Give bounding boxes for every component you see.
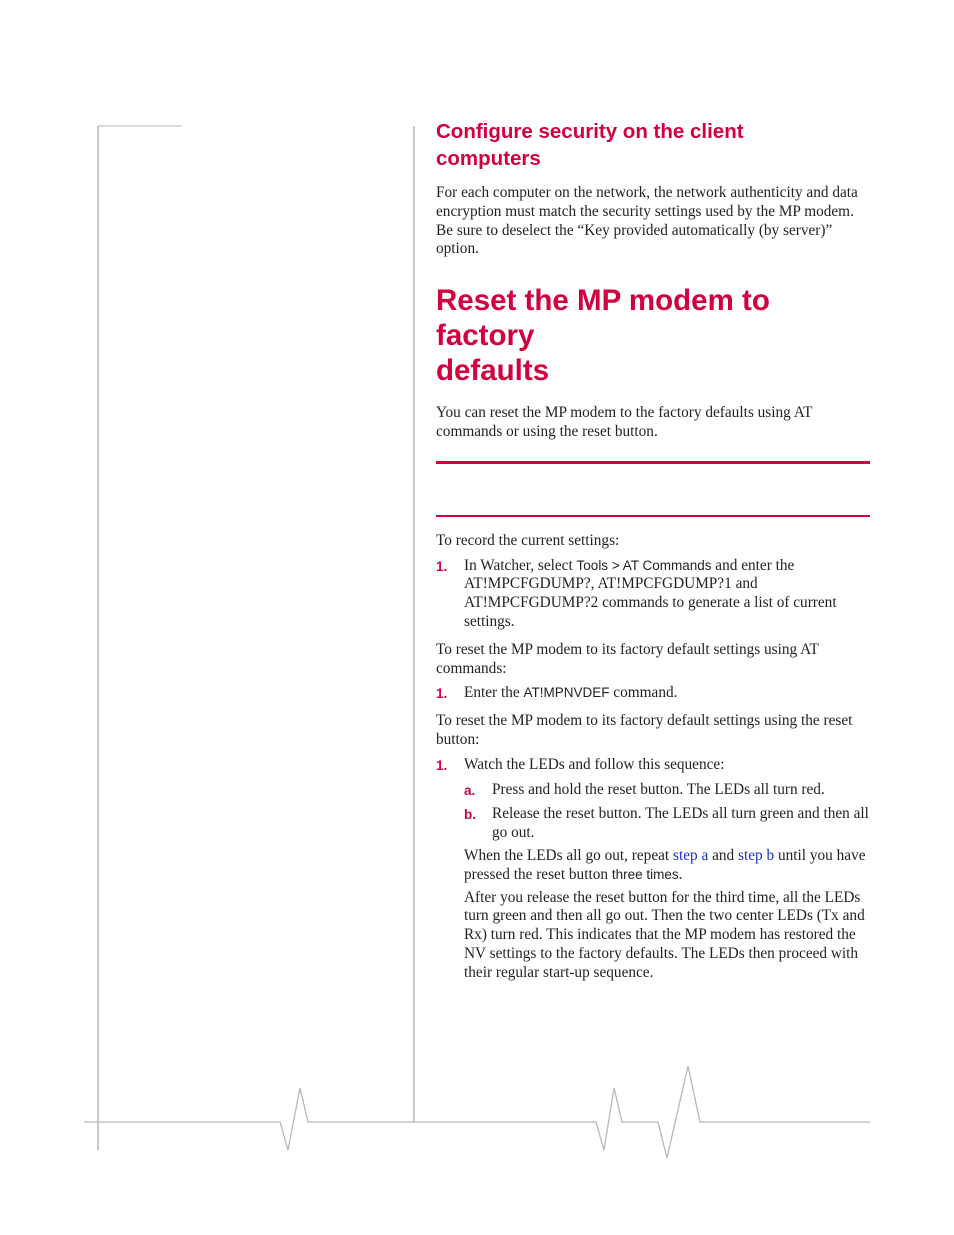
section-heading-reset-modem xyxy=(436,283,870,388)
repeat-end: . xyxy=(678,865,683,883)
reset-intro-paragraph: You can reset the MP modem to the factory defaults using AT commands or using the reset button. xyxy=(436,404,813,440)
substep-a xyxy=(436,781,870,800)
red-rule-top xyxy=(436,461,870,464)
emphasis-three-times: three times xyxy=(611,866,679,882)
heading-line-2: defaults xyxy=(436,354,550,388)
configure-security-paragraph: For each computer on the network, the network authenticity and data encryption must match the security settings used by the MP modem. Be sure to deselect the “Key provided automatically (by server)” option. xyxy=(436,184,858,258)
record-settings-intro: To record the current settings: xyxy=(436,531,620,549)
step-text-prefix: In Watcher, select xyxy=(464,556,577,574)
repeat-prefix: When the LEDs all go out, repeat xyxy=(464,846,673,864)
repeat-text xyxy=(464,847,870,885)
after-release-text: After you release the reset button for the third time, all the LEDs turn green and then all go out. Then the two center LEDs (Tx and Rx) turn red. This indicates that the MP modem has restored the NV settings to the factory defaults. The LEDs then proceed with their regular start-up sequence. xyxy=(464,888,865,981)
waveform-footer-line xyxy=(84,1066,870,1158)
heading-line-1: Reset the MP modem to factory xyxy=(436,284,770,353)
main-content xyxy=(436,118,870,983)
step-text xyxy=(464,557,870,632)
substep-label: b. xyxy=(464,807,476,823)
at-command-mpnvdef: AT!MPNVDEF xyxy=(523,685,610,701)
after-release-paragraph xyxy=(436,889,870,983)
substep-text: Release the reset button. The LEDs all turn green and then all go out. xyxy=(492,805,869,842)
step-text-suffix: and enter the AT!MPCFGDUMP?, AT!MPCFGDUMP?1 and AT!MPCFGDUMP?2 commands to generate a list of current settings. xyxy=(464,556,837,630)
reset-button-step-1 xyxy=(436,756,870,775)
repeat-suffix: until you have pressed the reset button xyxy=(464,846,866,883)
substep-label: a. xyxy=(464,782,476,798)
record-step-1 xyxy=(436,557,870,632)
substep-b xyxy=(436,805,870,843)
reset-button-intro: To reset the MP modem to its factory default settings using the reset button: xyxy=(436,712,853,748)
heading-line-2: computers xyxy=(436,147,541,170)
red-rule-bottom xyxy=(436,515,870,517)
menu-path-tools-at-commands: Tools > AT Commands xyxy=(576,557,712,573)
step-text-suffix: command. xyxy=(609,684,678,702)
step-number: 1. xyxy=(436,558,448,574)
reset-at-step-1 xyxy=(436,684,870,703)
reset-at-intro: To reset the MP modem to its factory default settings using AT commands: xyxy=(436,640,819,677)
section-heading-configure-security xyxy=(436,118,870,172)
step-number: 1. xyxy=(436,686,448,702)
step-a-link[interactable]: step a xyxy=(673,846,709,864)
step-text: Watch the LEDs and follow this sequence: xyxy=(464,755,725,773)
step-b-link[interactable]: step b xyxy=(738,846,775,864)
repeat-instructions xyxy=(436,847,870,885)
step-number: 1. xyxy=(436,757,448,773)
repeat-middle: and xyxy=(708,846,739,864)
heading-line-1: Configure security on the client xyxy=(436,120,744,143)
step-text xyxy=(464,684,870,703)
substep-text: Press and hold the reset button. The LEDs all turn red. xyxy=(492,780,825,798)
step-text-prefix: Enter the xyxy=(464,684,524,702)
